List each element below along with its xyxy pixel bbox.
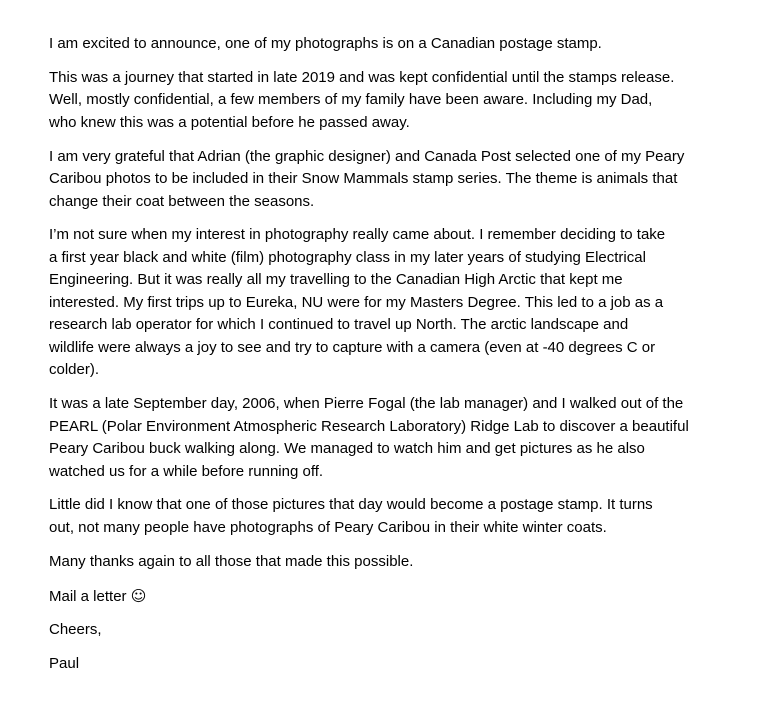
text-line: This was a journey that started in late 2019 and was kept confidential until the stamps release.: [49, 68, 675, 86]
paragraph-photography-interest: [49, 224, 749, 382]
text-line: Mail a letter: [49, 587, 131, 605]
paragraph-caribou-story: [49, 393, 749, 483]
paragraph-signature: [49, 653, 749, 676]
paragraph-announcement: [49, 33, 749, 56]
signature-name: Paul: [49, 655, 80, 673]
text-line: I am excited to announce, one of my photographs is on a Canadian postage stamp.: [49, 35, 602, 52]
text-line: Peary Caribou buck walking along. We managed to watch him and get pictures as he also: [49, 440, 645, 458]
paragraph-cheers: [49, 619, 749, 642]
paragraph-mail-a-letter: [49, 585, 749, 609]
paragraph-thanks: [49, 551, 749, 574]
text-line: interested. My first trips up to Eureka, NU were for my Masters Degree. This led to a job as a: [49, 293, 664, 311]
text-line: PEARL (Polar Environment Atmospheric Research Laboratory) Ridge Lab to discover a beautiful: [49, 417, 689, 435]
text-line: Many thanks again to all those that made this possible.: [49, 552, 414, 570]
text-line: a first year black and white (film) photography class in my later years of studying Electrical: [49, 248, 646, 266]
paragraph-postage-stamp: [49, 494, 749, 539]
text-line: Cheers,: [49, 621, 102, 639]
text-line: watched us for a while before running off.: [49, 462, 324, 480]
text-line: Engineering. But it was really all my travelling to the Canadian High Arctic that kept me: [49, 271, 623, 289]
text-line: Caribou photos to be included in their Snow Mammals stamp series. The theme is animals that: [49, 170, 678, 188]
smiley-icon: ☺: [130, 586, 147, 605]
text-line: I’m not sure when my interest in photography really came about. I remember deciding to take: [49, 226, 666, 244]
text-line: I am very grateful that Adrian (the graphic designer) and Canada Post selected one of my Peary: [49, 147, 685, 165]
text-line: out, not many people have photographs of Peary Caribou in their white winter coats.: [49, 518, 607, 536]
paragraph-journey: [49, 67, 749, 135]
letter-body: [49, 33, 749, 687]
paragraph-grateful: [49, 146, 749, 214]
text-line: wildlife were always a joy to see and try to capture with a camera (even at -40 degrees C or: [49, 338, 656, 356]
text-line: research lab operator for which I continued to travel up North. The arctic landscape and: [49, 316, 629, 334]
text-line: change their coat between the seasons.: [49, 192, 315, 210]
text-line: Well, mostly confidential, a few members of my family have been aware. Including my Dad,: [49, 91, 653, 109]
text-line: It was a late September day, 2006, when Pierre Fogal (the lab manager) and I walked out of the: [49, 395, 684, 413]
text-line: Little did I know that one of those pictures that day would become a postage stamp. It turns: [49, 496, 653, 514]
text-line: colder).: [49, 361, 100, 379]
text-line: who knew this was a potential before he passed away.: [49, 113, 410, 131]
